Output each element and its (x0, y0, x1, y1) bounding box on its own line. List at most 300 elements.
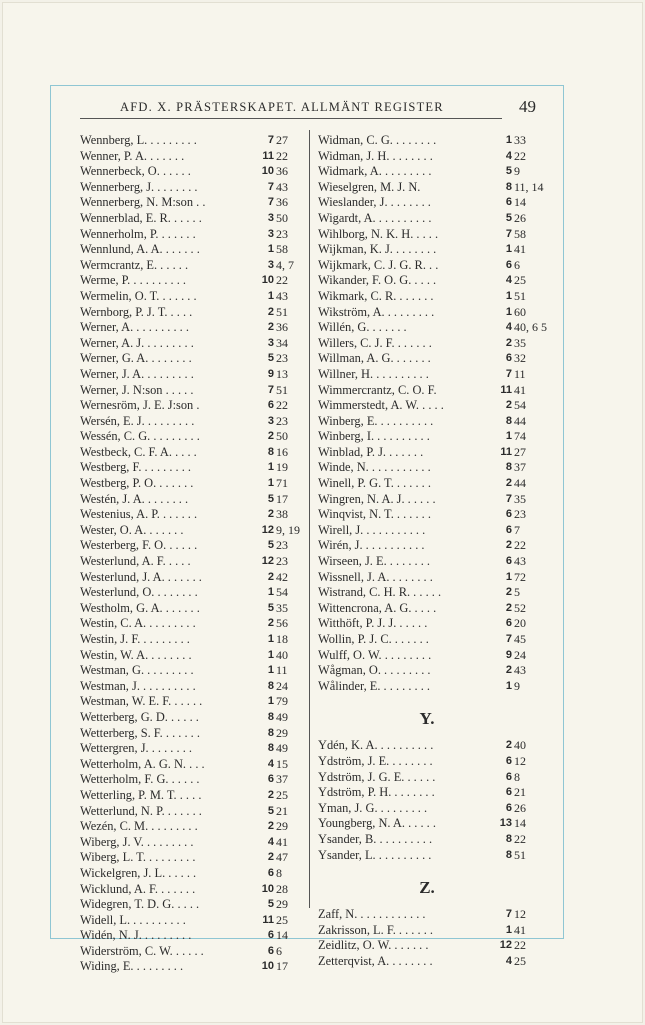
index-entry (80, 804, 298, 820)
entry-page: 40 (276, 647, 288, 662)
index-entry (318, 601, 536, 617)
entry-volume: 3 (267, 336, 274, 349)
entry-name: Yman, J. G. . . . . . . . . (318, 800, 428, 815)
entry-name: Wittencrona, A. G. . . . . (318, 600, 437, 615)
index-entry (318, 616, 536, 632)
index-entry (318, 570, 536, 586)
entry-page: 5 (514, 585, 520, 600)
entry-page: 22 (514, 831, 526, 846)
entry-page: 28 (276, 881, 288, 896)
index-entry (80, 632, 298, 648)
entry-volume: 5 (267, 898, 274, 911)
entry-volume: 11 (262, 913, 274, 926)
entry-volume: 4 (505, 149, 512, 162)
entry-volume: 3 (267, 227, 274, 240)
entry-volume: 13 (499, 817, 512, 830)
entry-name: Westin, W. A. . . . . . . . (80, 647, 192, 662)
entry-volume: 2 (505, 739, 512, 752)
entry-name: Wieslander, J. . . . . . . . (318, 195, 431, 210)
entry-volume: 1 (505, 923, 512, 936)
entry-page: 43 (514, 554, 526, 569)
entry-name: Westin, C. A. . . . . . . . . (80, 616, 196, 631)
entry-name: Wettergren, J. . . . . . . . (80, 741, 192, 756)
entry-page: 23 (514, 507, 526, 522)
entry-volume: 6 (505, 508, 512, 521)
entry-page: 26 (514, 210, 526, 225)
index-entry (80, 195, 298, 211)
entry-name: Ydström, J. G. E. . . . . . (318, 769, 436, 784)
entry-page: 35 (514, 335, 526, 350)
entry-name: Wistrand, C. H. R. . . . . . (318, 585, 442, 600)
section-letter: Y. (419, 709, 435, 729)
entry-name: Wirén, J. . . . . . . . . . . (318, 538, 425, 553)
entry-page: 32 (514, 351, 526, 366)
entry-page: 23 (276, 538, 288, 553)
index-entry (80, 149, 298, 165)
entry-volume: 12 (499, 939, 512, 952)
entry-volume: 6 (505, 770, 512, 783)
index-entry (318, 738, 536, 754)
index-entry (80, 741, 298, 757)
entry-volume: 2 (267, 788, 274, 801)
entry-volume: 3 (267, 258, 274, 271)
entry-volume: 12 (261, 555, 274, 568)
entry-name: Widerström, C. W. . . . . . (80, 943, 204, 958)
entry-name: Wihlborg, N. K. H. . . . . (318, 226, 439, 241)
entry-volume: 5 (267, 804, 274, 817)
index-entry (80, 944, 298, 960)
entry-name: Wetterberg, S. F. . . . . . . (80, 725, 200, 740)
entry-volume: 11 (500, 445, 512, 458)
entry-page: 23 (276, 413, 288, 428)
entry-page: 9 (514, 164, 520, 179)
index-entry (318, 507, 536, 523)
entry-volume: 4 (267, 835, 274, 848)
entry-page: 8 (276, 865, 282, 880)
entry-volume: 5 (267, 539, 274, 552)
index-entry (80, 679, 298, 695)
entry-name: Westerlund, A. F. . . . . (80, 554, 191, 569)
index-entry (80, 492, 298, 508)
entry-name: Widman, J. H. . . . . . . . (318, 148, 433, 163)
entry-volume: 7 (505, 492, 512, 505)
entry-name: Widmark, A. . . . . . . . . (318, 164, 432, 179)
entry-name: Wimmercrantz, C. O. F. (318, 382, 437, 397)
entry-name: Wernesröm, J. E. J:son . (80, 398, 200, 413)
entry-page: 43 (276, 288, 288, 303)
entry-page: 54 (514, 398, 526, 413)
entry-page: 29 (276, 819, 288, 834)
entry-volume: 6 (505, 801, 512, 814)
entry-page: 22 (514, 938, 526, 953)
entry-page: 38 (276, 507, 288, 522)
index-entry (318, 211, 536, 227)
running-header (80, 97, 540, 119)
entry-page: 16 (276, 444, 288, 459)
index-entry (318, 242, 536, 258)
entry-name: Wijkmark, C. J. G. R. . . (318, 257, 439, 272)
entry-volume: 2 (267, 305, 274, 318)
entry-page: 58 (276, 242, 288, 257)
entry-name: Wermelin, O. T. . . . . . . (80, 288, 197, 303)
index-entry (80, 383, 298, 399)
entry-volume: 2 (505, 477, 512, 490)
index-entry (80, 663, 298, 679)
index-entry (80, 819, 298, 835)
entry-name: Widegren, T. D. G. . . . . (80, 897, 200, 912)
entry-volume: 1 (267, 664, 274, 677)
entry-volume: 7 (267, 134, 274, 146)
index-entry (80, 320, 298, 336)
index-entry (318, 538, 536, 554)
index-entry (318, 816, 536, 832)
entry-page: 25 (514, 273, 526, 288)
entry-volume: 6 (505, 523, 512, 536)
entry-page: 11 (276, 663, 288, 678)
entry-volume: 6 (505, 258, 512, 271)
entry-volume: 1 (267, 243, 274, 256)
entry-volume: 8 (505, 848, 512, 861)
index-entry (80, 601, 298, 617)
entry-volume: 3 (267, 211, 274, 224)
index-entry (80, 367, 298, 383)
entry-volume: 10 (261, 882, 274, 895)
entry-page: 40, 6 5 (514, 320, 547, 335)
entry-page: 56 (276, 616, 288, 631)
entry-name: Ydström, J. E. . . . . . . . (318, 753, 433, 768)
entry-volume: 2 (267, 321, 274, 334)
entry-name: Werner, A. J. . . . . . . . . (80, 335, 194, 350)
index-entry (318, 679, 536, 695)
entry-page: 51 (514, 288, 526, 303)
entry-volume: 10 (261, 960, 274, 973)
entry-volume: 1 (505, 570, 512, 583)
entry-volume: 2 (267, 820, 274, 833)
entry-volume: 1 (267, 648, 274, 661)
entry-volume: 8 (505, 461, 512, 474)
index-entry (80, 866, 298, 882)
entry-volume: 7 (267, 196, 274, 209)
entry-name: Willner, H. . . . . . . . . . (318, 366, 429, 381)
index-entry (318, 492, 536, 508)
index-entry (80, 538, 298, 554)
index-entry (80, 788, 298, 804)
entry-volume: 7 (267, 383, 274, 396)
index-entry (318, 320, 547, 336)
entry-volume: 1 (505, 430, 512, 443)
entry-page: 49 (276, 741, 288, 756)
index-entry (318, 429, 536, 445)
right-column (318, 133, 547, 970)
entry-name: Winberg, E. . . . . . . . . . (318, 413, 434, 428)
entry-volume: 6 (505, 555, 512, 568)
entry-name: Westerlund, J. A. . . . . . . (80, 569, 202, 584)
entry-volume: 6 (505, 196, 512, 209)
index-entry (80, 928, 298, 944)
entry-name: Westman, W. E. F. . . . . . (80, 694, 203, 709)
entry-name: Westholm, G. A. . . . . . . (80, 600, 200, 615)
index-entry (318, 305, 536, 321)
index-entry (318, 414, 536, 430)
entry-volume: 5 (267, 601, 274, 614)
entry-name: Westin, J. F. . . . . . . . . (80, 632, 190, 646)
entry-volume: 3 (267, 414, 274, 427)
index-entry (80, 710, 298, 726)
entry-page: 41 (514, 382, 526, 397)
index-entry (318, 336, 536, 352)
entry-volume: 1 (505, 679, 512, 692)
entry-volume: 11 (262, 149, 274, 162)
entry-page: 23 (276, 226, 288, 241)
entry-page: 25 (514, 953, 526, 968)
entry-volume: 4 (267, 757, 274, 770)
entry-page: 4, 7 (276, 257, 294, 272)
entry-page: 23 (276, 351, 288, 366)
entry-name: Wigardt, A. . . . . . . . . . (318, 210, 432, 225)
entry-volume: 10 (261, 274, 274, 287)
entry-page: 71 (276, 476, 288, 491)
index-entry (80, 757, 298, 773)
index-entry (80, 913, 298, 929)
entry-name: Wessén, C. G. . . . . . . . . (80, 429, 200, 444)
index-entry (318, 289, 536, 305)
entry-page: 22 (276, 148, 288, 163)
entry-page: 44 (514, 413, 526, 428)
index-entry (80, 772, 298, 788)
index-entry (318, 770, 536, 786)
index-entry (318, 648, 536, 664)
entry-name: Witthöft, P. J. J. . . . . . (318, 616, 428, 631)
index-entry (80, 897, 298, 913)
index-entry (80, 258, 298, 274)
index-entry (318, 585, 536, 601)
entry-name: Zakrisson, L. F. . . . . . . (318, 922, 433, 937)
entry-name: Wersén, E. J. . . . . . . . . (80, 413, 195, 428)
entry-page: 15 (276, 756, 288, 771)
entry-volume: 9 (505, 648, 512, 661)
entry-name: Widman, C. G. . . . . . . . (318, 133, 437, 147)
entry-volume: 1 (267, 586, 274, 599)
entry-name: Wetterberg, G. D. . . . . . (80, 709, 199, 724)
index-entry (80, 227, 298, 243)
entry-page: 36 (276, 164, 288, 179)
entry-name: Wennerbeck, O. . . . . . (80, 164, 191, 179)
entry-volume: 4 (505, 321, 512, 334)
entry-volume: 10 (261, 165, 274, 178)
entry-name: Winberg, I. . . . . . . . . . (318, 429, 430, 444)
entry-name: Westerberg, F. O. . . . . . (80, 538, 198, 553)
entry-name: Zetterqvist, A. . . . . . . . (318, 953, 433, 968)
index-entry (318, 179, 544, 196)
index-entry (80, 414, 298, 430)
entry-page: 22 (276, 398, 288, 413)
entry-name: Westenius, A. P. . . . . . . (80, 507, 198, 522)
entry-page: 36 (276, 195, 288, 210)
entry-page: 29 (276, 897, 288, 912)
entry-volume: 1 (267, 477, 274, 490)
entry-name: Wikström, A. . . . . . . . . (318, 304, 435, 319)
entry-name: Wezén, C. M. . . . . . . . . (80, 819, 198, 834)
entry-volume: 2 (505, 601, 512, 614)
entry-volume: 5 (505, 165, 512, 178)
entry-page: 24 (276, 678, 288, 693)
index-entry (318, 754, 536, 770)
entry-volume: 8 (267, 726, 274, 739)
entry-page: 43 (514, 663, 526, 678)
entry-page: 20 (514, 616, 526, 631)
entry-page: 36 (276, 320, 288, 335)
entry-name: Westerlund, O. . . . . . . . (80, 585, 198, 600)
entry-volume: 8 (267, 710, 274, 723)
entry-name: Werner, J. A. . . . . . . . . (80, 366, 194, 381)
entry-name: Wennerberg, N. M:son . . (80, 195, 206, 210)
entry-name: Winqvist, N. T. . . . . . . (318, 507, 431, 522)
index-entry (318, 923, 536, 939)
entry-page: 35 (514, 491, 526, 506)
entry-page: 51 (276, 304, 288, 319)
entry-volume: 2 (505, 664, 512, 677)
index-entry (318, 832, 536, 848)
entry-name: Wålinder, E. . . . . . . . . (318, 678, 431, 693)
entry-name: Wulff, O. W. . . . . . . . . (318, 647, 432, 662)
index-entry (318, 554, 536, 570)
entry-page: 74 (514, 429, 526, 444)
entry-volume: 6 (505, 754, 512, 767)
index-entry (80, 460, 298, 476)
entry-volume: 7 (505, 908, 512, 921)
index-entry (318, 258, 536, 274)
entry-volume: 7 (505, 367, 512, 380)
index-entry (80, 398, 298, 414)
entry-name: Westberg, P. O. . . . . . . (80, 476, 194, 491)
index-entry (80, 850, 298, 866)
index-entry (318, 351, 536, 367)
entry-name: Wetterholm, F. G. . . . . . (80, 772, 200, 787)
entry-name: Willman, A. G. . . . . . . (318, 351, 431, 366)
entry-page: 8 (514, 769, 520, 784)
entry-name: Wingren, N. A. J. . . . . . (318, 491, 436, 506)
index-entry (318, 663, 536, 679)
entry-name: Wissnell, J. A. . . . . . . . (318, 569, 433, 584)
index-entry (80, 585, 298, 601)
index-entry (80, 616, 298, 632)
entry-page: 22 (514, 148, 526, 163)
entry-page: 26 (514, 800, 526, 815)
entry-page: 42 (276, 569, 288, 584)
entry-volume: 8 (267, 445, 274, 458)
index-entry (318, 445, 536, 461)
entry-volume: 2 (267, 430, 274, 443)
entry-volume: 5 (505, 211, 512, 224)
entry-name: Wetterlund, N. P. . . . . . . (80, 803, 202, 818)
index-entry (80, 694, 298, 710)
entry-volume: 6 (267, 929, 274, 942)
index-entry (318, 907, 536, 923)
entry-page: 37 (514, 460, 526, 475)
entry-name: Wijkman, K. J. . . . . . . . (318, 242, 437, 257)
entry-name: Wetterling, P. M. T. . . . . (80, 787, 202, 802)
entry-volume: 6 (267, 773, 274, 786)
entry-name: Winell, P. G. T. . . . . . . (318, 476, 431, 491)
index-entry (80, 133, 298, 149)
entry-volume: 6 (267, 399, 274, 412)
entry-volume: 2 (267, 617, 274, 630)
index-entry (80, 273, 298, 289)
header-rule (80, 118, 502, 119)
entry-page: 9, 19 (276, 522, 300, 537)
entry-page: 17 (276, 959, 288, 974)
entry-page: 41 (514, 922, 526, 937)
entry-page: 22 (514, 538, 526, 553)
entry-page: 72 (514, 569, 526, 584)
index-entry (318, 801, 536, 817)
entry-name: Werner, G. A. . . . . . . . (80, 351, 192, 366)
entry-page: 6 (276, 943, 282, 958)
entry-name: Werme, P. . . . . . . . . . (80, 273, 187, 288)
entry-page: 33 (514, 133, 526, 147)
index-entry (318, 848, 536, 864)
index-entry (80, 523, 298, 539)
entry-name: Wieselgren, M. J. N. (318, 179, 421, 194)
entry-page: 23 (276, 554, 288, 569)
entry-page: 29 (276, 725, 288, 740)
entry-page: 6 (514, 257, 520, 272)
index-entry (318, 785, 536, 801)
entry-volume: 12 (261, 523, 274, 536)
entry-page: 41 (276, 834, 288, 849)
entry-volume: 1 (505, 134, 512, 146)
entry-name: Wernborg, P. J. T. . . . . (80, 304, 193, 319)
index-entry (80, 959, 298, 975)
entry-page: 34 (276, 335, 288, 350)
entry-volume: 2 (267, 508, 274, 521)
entry-name: Wickelgren, J. L. . . . . . (80, 865, 197, 880)
entry-name: Wimmerstedt, A. W. . . . . (318, 398, 444, 413)
entry-volume: 7 (267, 180, 274, 193)
entry-name: Widing, E. . . . . . . . . (80, 959, 184, 974)
entry-name: Willers, C. J. F. . . . . . . (318, 335, 432, 350)
entry-volume: 4 (505, 954, 512, 967)
entry-page: 79 (276, 694, 288, 709)
index-entry (80, 648, 298, 664)
index-entry (318, 632, 536, 648)
entry-name: Werner, A. . . . . . . . . . (80, 320, 189, 335)
index-entry (80, 445, 298, 461)
entry-page: 51 (276, 382, 288, 397)
entry-page: 54 (276, 585, 288, 600)
index-entry (318, 164, 536, 180)
index-entry (318, 398, 536, 414)
entry-name: Wågman, O. . . . . . . . . (318, 663, 431, 678)
entry-name: Zeidlitz, O. W. . . . . . . (318, 938, 429, 953)
entry-page: 25 (276, 787, 288, 802)
entry-volume: 1 (267, 289, 274, 302)
index-entry (80, 554, 298, 570)
entry-name: Westbeck, C. F. A. . . . . (80, 444, 197, 459)
entry-page: 24 (514, 647, 526, 662)
entry-name: Zaff, N. . . . . . . . . . . . (318, 907, 426, 922)
entry-volume: 6 (505, 617, 512, 630)
entry-page: 12 (514, 753, 526, 768)
entry-name: Werner, J. N:son . . . . . (80, 382, 194, 397)
entry-name: Winde, N. . . . . . . . . . . (318, 460, 431, 475)
entry-name: Wennerblad, E. R. . . . . . (80, 210, 202, 225)
index-entry (80, 242, 298, 258)
entry-page: 17 (276, 491, 288, 506)
left-column (80, 133, 298, 975)
header-title: AFD. X. PRÄSTERSKAPET. ALLMÄNT REGISTER (120, 100, 444, 114)
entry-name: Westberg, F. . . . . . . . . (80, 460, 192, 475)
